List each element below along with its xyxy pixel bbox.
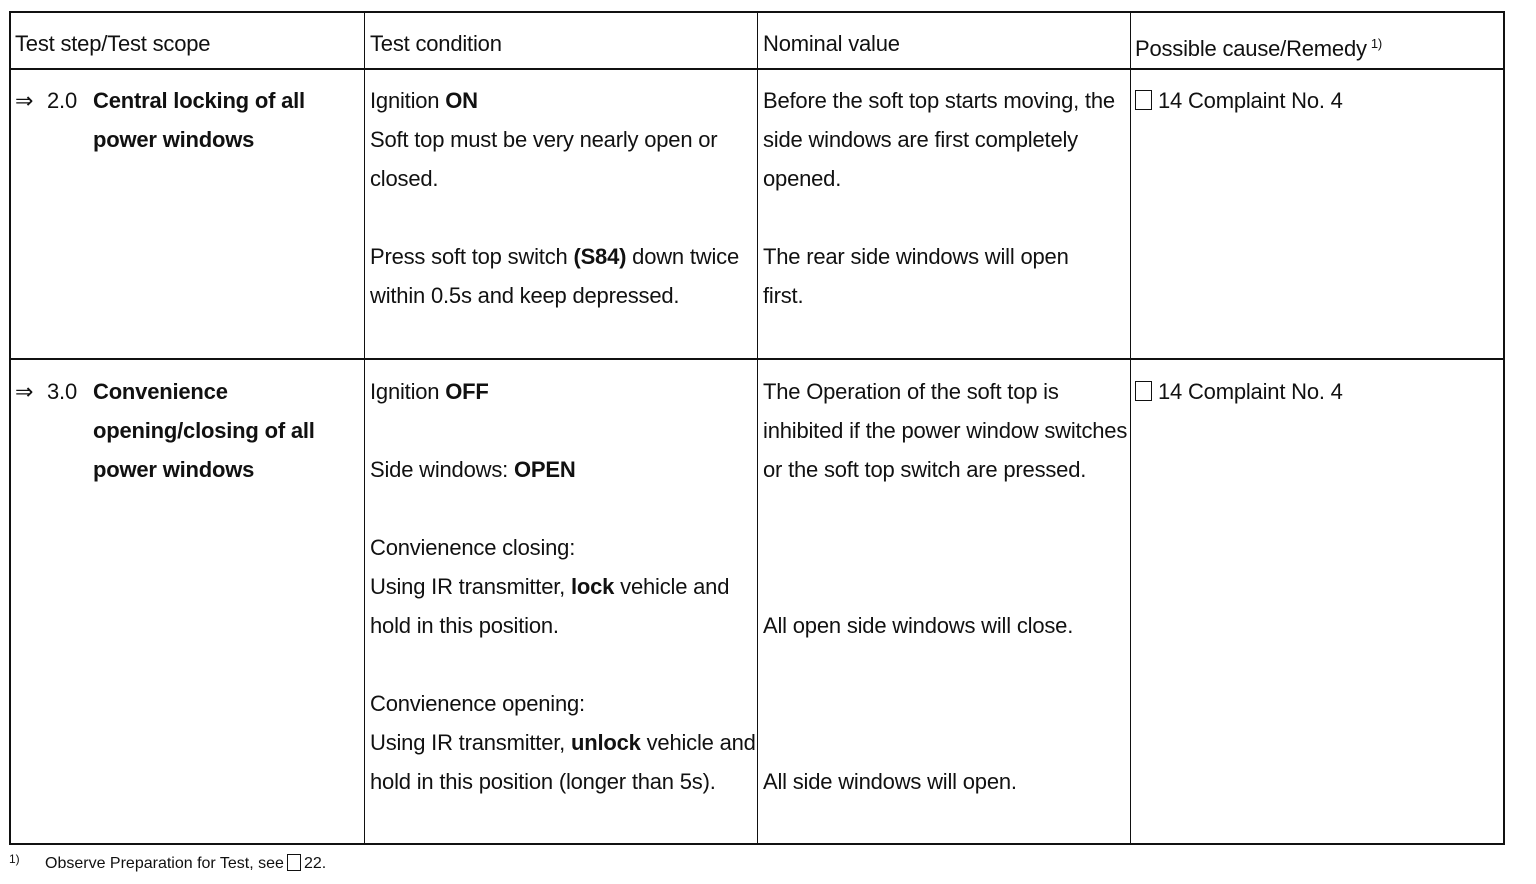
condition-line: Soft top must be very nearly open or	[370, 127, 718, 152]
nominal-value-3-0	[763, 372, 1127, 801]
condition-line: Convienence closing:	[370, 535, 576, 560]
condition-line: hold in this position (longer than 5s).	[370, 769, 716, 794]
remedy-2-0	[1135, 81, 1343, 120]
header-test-step: Test step/Test scope	[15, 31, 211, 56]
arrow-icon: ⇒	[15, 379, 34, 404]
nominal-line: or the soft top switch are pressed.	[763, 457, 1087, 482]
footnote-mark: 1)	[9, 852, 20, 866]
header-divider	[11, 68, 1503, 70]
nominal-line: All side windows will open.	[763, 769, 1017, 794]
scope-line: Central locking of all	[93, 88, 305, 113]
nominal-line: All open side windows will close.	[763, 613, 1074, 638]
condition-line: within 0.5s and keep depressed.	[370, 283, 680, 308]
nominal-value-2-0	[763, 81, 1115, 315]
condition-line: Convienence opening:	[370, 691, 585, 716]
nominal-line: The rear side windows will open	[763, 244, 1069, 269]
column-divider	[1130, 13, 1131, 843]
test-scope-title	[93, 372, 315, 489]
scope-line: Convenience	[93, 379, 228, 404]
column-divider	[364, 13, 365, 843]
row-divider	[11, 358, 1503, 360]
header-possible-cause-label: Possible cause/Remedy	[1135, 36, 1367, 61]
test-scope-title	[93, 81, 305, 159]
condition-line: Ignition ON	[370, 88, 478, 113]
condition-line: hold in this position.	[370, 613, 559, 638]
table-row-step-2-0	[15, 81, 355, 201]
condition-line: closed.	[370, 166, 439, 191]
nominal-line: The Operation of the soft top is	[763, 379, 1059, 404]
scope-line: power windows	[93, 457, 255, 482]
remedy-text: 14 Complaint No. 4	[1158, 88, 1343, 113]
step-number: 2.0	[47, 88, 77, 113]
reference-box-icon	[1135, 381, 1152, 401]
test-condition-3-0	[370, 372, 756, 801]
nominal-line: side windows are first completely	[763, 127, 1078, 152]
reference-box-icon	[287, 854, 301, 871]
nominal-line: Before the soft top starts moving, the	[763, 88, 1115, 113]
column-divider	[757, 13, 758, 843]
test-table	[9, 11, 1505, 845]
footnote-ref: 1)	[1370, 36, 1382, 51]
footnote	[9, 846, 326, 877]
footnote-ref-page: 22.	[303, 855, 327, 872]
remedy-text: 14 Complaint No. 4	[1158, 379, 1343, 404]
arrow-icon: ⇒	[15, 88, 34, 113]
header-nominal-value: Nominal value	[763, 31, 900, 56]
test-condition-2-0	[370, 81, 739, 315]
header-test-condition: Test condition	[370, 31, 502, 56]
condition-line: Press soft top switch (S84) down twice	[370, 244, 740, 269]
step-number: 3.0	[47, 379, 77, 404]
nominal-line: opened.	[763, 166, 842, 191]
reference-box-icon	[1135, 90, 1152, 110]
footnote-text: Observe Preparation for Test, see	[45, 855, 284, 872]
condition-line: Using IR transmitter, lock vehicle and	[370, 574, 730, 599]
header-possible-cause	[1135, 30, 1382, 63]
scope-line: power windows	[93, 127, 255, 152]
condition-line: Side windows: OPEN	[370, 457, 576, 482]
condition-line: Using IR transmitter, unlock vehicle and	[370, 730, 756, 755]
condition-line: Ignition OFF	[370, 379, 489, 404]
nominal-line: inhibited if the power window switches	[763, 418, 1128, 443]
table-row-step-3-0	[15, 372, 355, 532]
scope-line: opening/closing of all	[93, 418, 315, 443]
nominal-line: first.	[763, 283, 804, 308]
remedy-3-0	[1135, 372, 1343, 411]
